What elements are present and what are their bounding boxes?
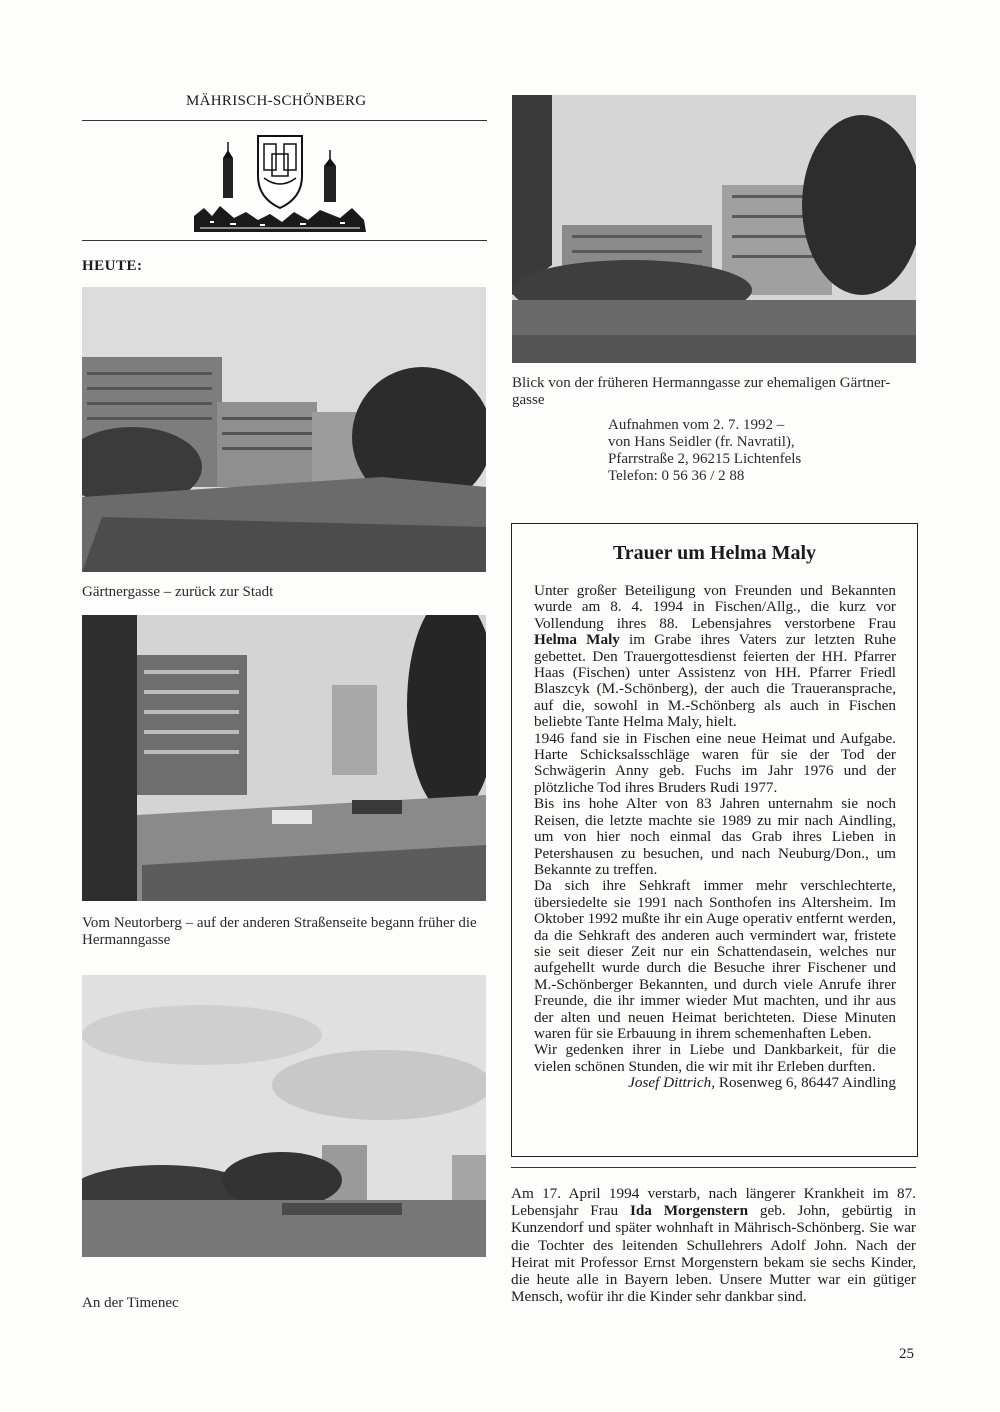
caption-hermanngasse-view: Blick von der früheren Hermanngasse zur ehemaligen Gärtner-gasse xyxy=(512,375,891,408)
page-title: MÄHRISCH-SCHÖNBERG xyxy=(186,93,367,109)
credit-line: Telefon: 0 56 36 / 2 88 xyxy=(608,468,745,484)
deceased-name: Ida Morgenstern xyxy=(629,1202,749,1220)
obituary-box-helma-maly xyxy=(511,523,918,1157)
photo-hermanngasse-view xyxy=(512,95,916,363)
obituary-text xyxy=(534,583,896,1092)
page-number: 25 xyxy=(899,1346,914,1362)
obituary-paragraph: 1946 fand sie in Fischen eine neue Heimat und Aufgabe. Harte Schicksalsschläge waren für sie der Tod der Schwägerin Anny geb. Fuchs im Jahr 1976 und der plötzliche Tod ihres Bruders Rudi 1977. xyxy=(534,729,896,796)
notice-ida-morgenstern xyxy=(511,1185,916,1305)
obituary-signature: Josef Dittrich, Rosenweg 6, 86447 Aindling xyxy=(628,1074,896,1092)
obituary-paragraph: Unter großer Beteiligung von Freunden und Bekannten wurde am 8. 4. 1994 in Fischen/Allg., die kurz vor Vollendung ihres 88. Lebensjahres verstorbene Frau Helma Maly im Grabe ihres Vaters zur letzten Ruhe gebettet. Den Trauergottesdienst feierten der HH. Pfarrer Haas (Fischen) unter Assistenz von HH. Pfarrer Friedl Blaszcyk (M.-Schönberg), der auch die Traueransprache, auf die, sowohl in M.-Schönberg als auch in Fischen beliebte Tante Helma Maly, hielt. xyxy=(534,582,896,731)
notice-rule xyxy=(511,1167,916,1168)
caption-gaertnergasse: Gärtnergasse – zurück zur Stadt xyxy=(82,584,274,600)
photo-neutorberg xyxy=(82,615,486,901)
photo-gaertnergasse xyxy=(82,287,486,572)
notice-paragraph: Am 17. April 1994 verstarb, nach längerer Krankheit im 87. Lebensjahr Frau Ida Morgenstern geb. John, gebürtig in Kunzendorf und später wohnhaft in Mährisch-Schönberg. Sie war die Tochter des leitenden Schullehrers Adolf John. Nach der Heirat mit Professor Ernst Morgenstern bekam sie sechs Kinder, die heute alle in Bayern leben. Unsere Mutter war ein gütiger Mensch, wofür ihr die Kinder sehr dankbar sind. xyxy=(511,1185,916,1306)
deceased-name: Helma Maly xyxy=(534,631,620,649)
caption-neutorberg: Vom Neutorberg – auf der anderen Straßenseite begann früher die Hermanngasse xyxy=(82,915,477,948)
obituary-paragraph: Wir gedenken ihrer in Liebe und Dankbarkeit, für die vielen schönen Stunden, die wir mit ihr Erleben durften. xyxy=(534,1041,896,1075)
obituary-title: Trauer um Helma Maly xyxy=(612,542,817,564)
header-rule-bottom xyxy=(82,240,487,241)
credit-line: Aufnahmen vom 2. 7. 1992 – xyxy=(608,417,785,433)
credit-line: Pfarrstraße 2, 96215 Lichtenfels xyxy=(608,451,802,467)
photo-credit xyxy=(608,417,801,485)
obituary-paragraph: Da sich ihre Sehkraft immer mehr verschlechterte, übersiedelte sie 1991 nach Sonthofen ins Altersheim. Im Oktober 1992 mußte ihr ein Auge operativ entfernt werden, da die Sehkraft des anderen auch vermindert war, fristete sie seit dieser Zeit nur ein Schattendasein, welches nur aufgehellt wurde durch die Besuche ihrer Fischener und M.-Schönberger Bekannten, und durch viele Anrufe ihrer Freunde, die ihr immer wieder Mut machten, und ihr aus der alten und neuen Heimat berichteten. Diese Minuten waren für sie Erbauung in ihrem schemenhaften Leben. xyxy=(534,877,896,1042)
obituary-paragraph: Bis ins hohe Alter von 83 Jahren unternahm sie noch Reisen, die letzte machte sie 1989 zu mir nach Aindling, um von hier noch einmal das Grab ihres Lieben in Petershausen zu besuchen, und nach Neuburg/Don., um Bekannte zu treffen. xyxy=(534,795,896,878)
caption-timenec: An der Timenec xyxy=(82,1295,179,1311)
photo-timenec xyxy=(82,975,486,1257)
header-rule-top xyxy=(82,120,487,121)
section-heading-heute: HEUTE: xyxy=(82,258,143,274)
credit-line: von Hans Seidler (fr. Navratil), xyxy=(608,434,795,450)
town-coat-of-arms-illustration xyxy=(190,128,370,238)
